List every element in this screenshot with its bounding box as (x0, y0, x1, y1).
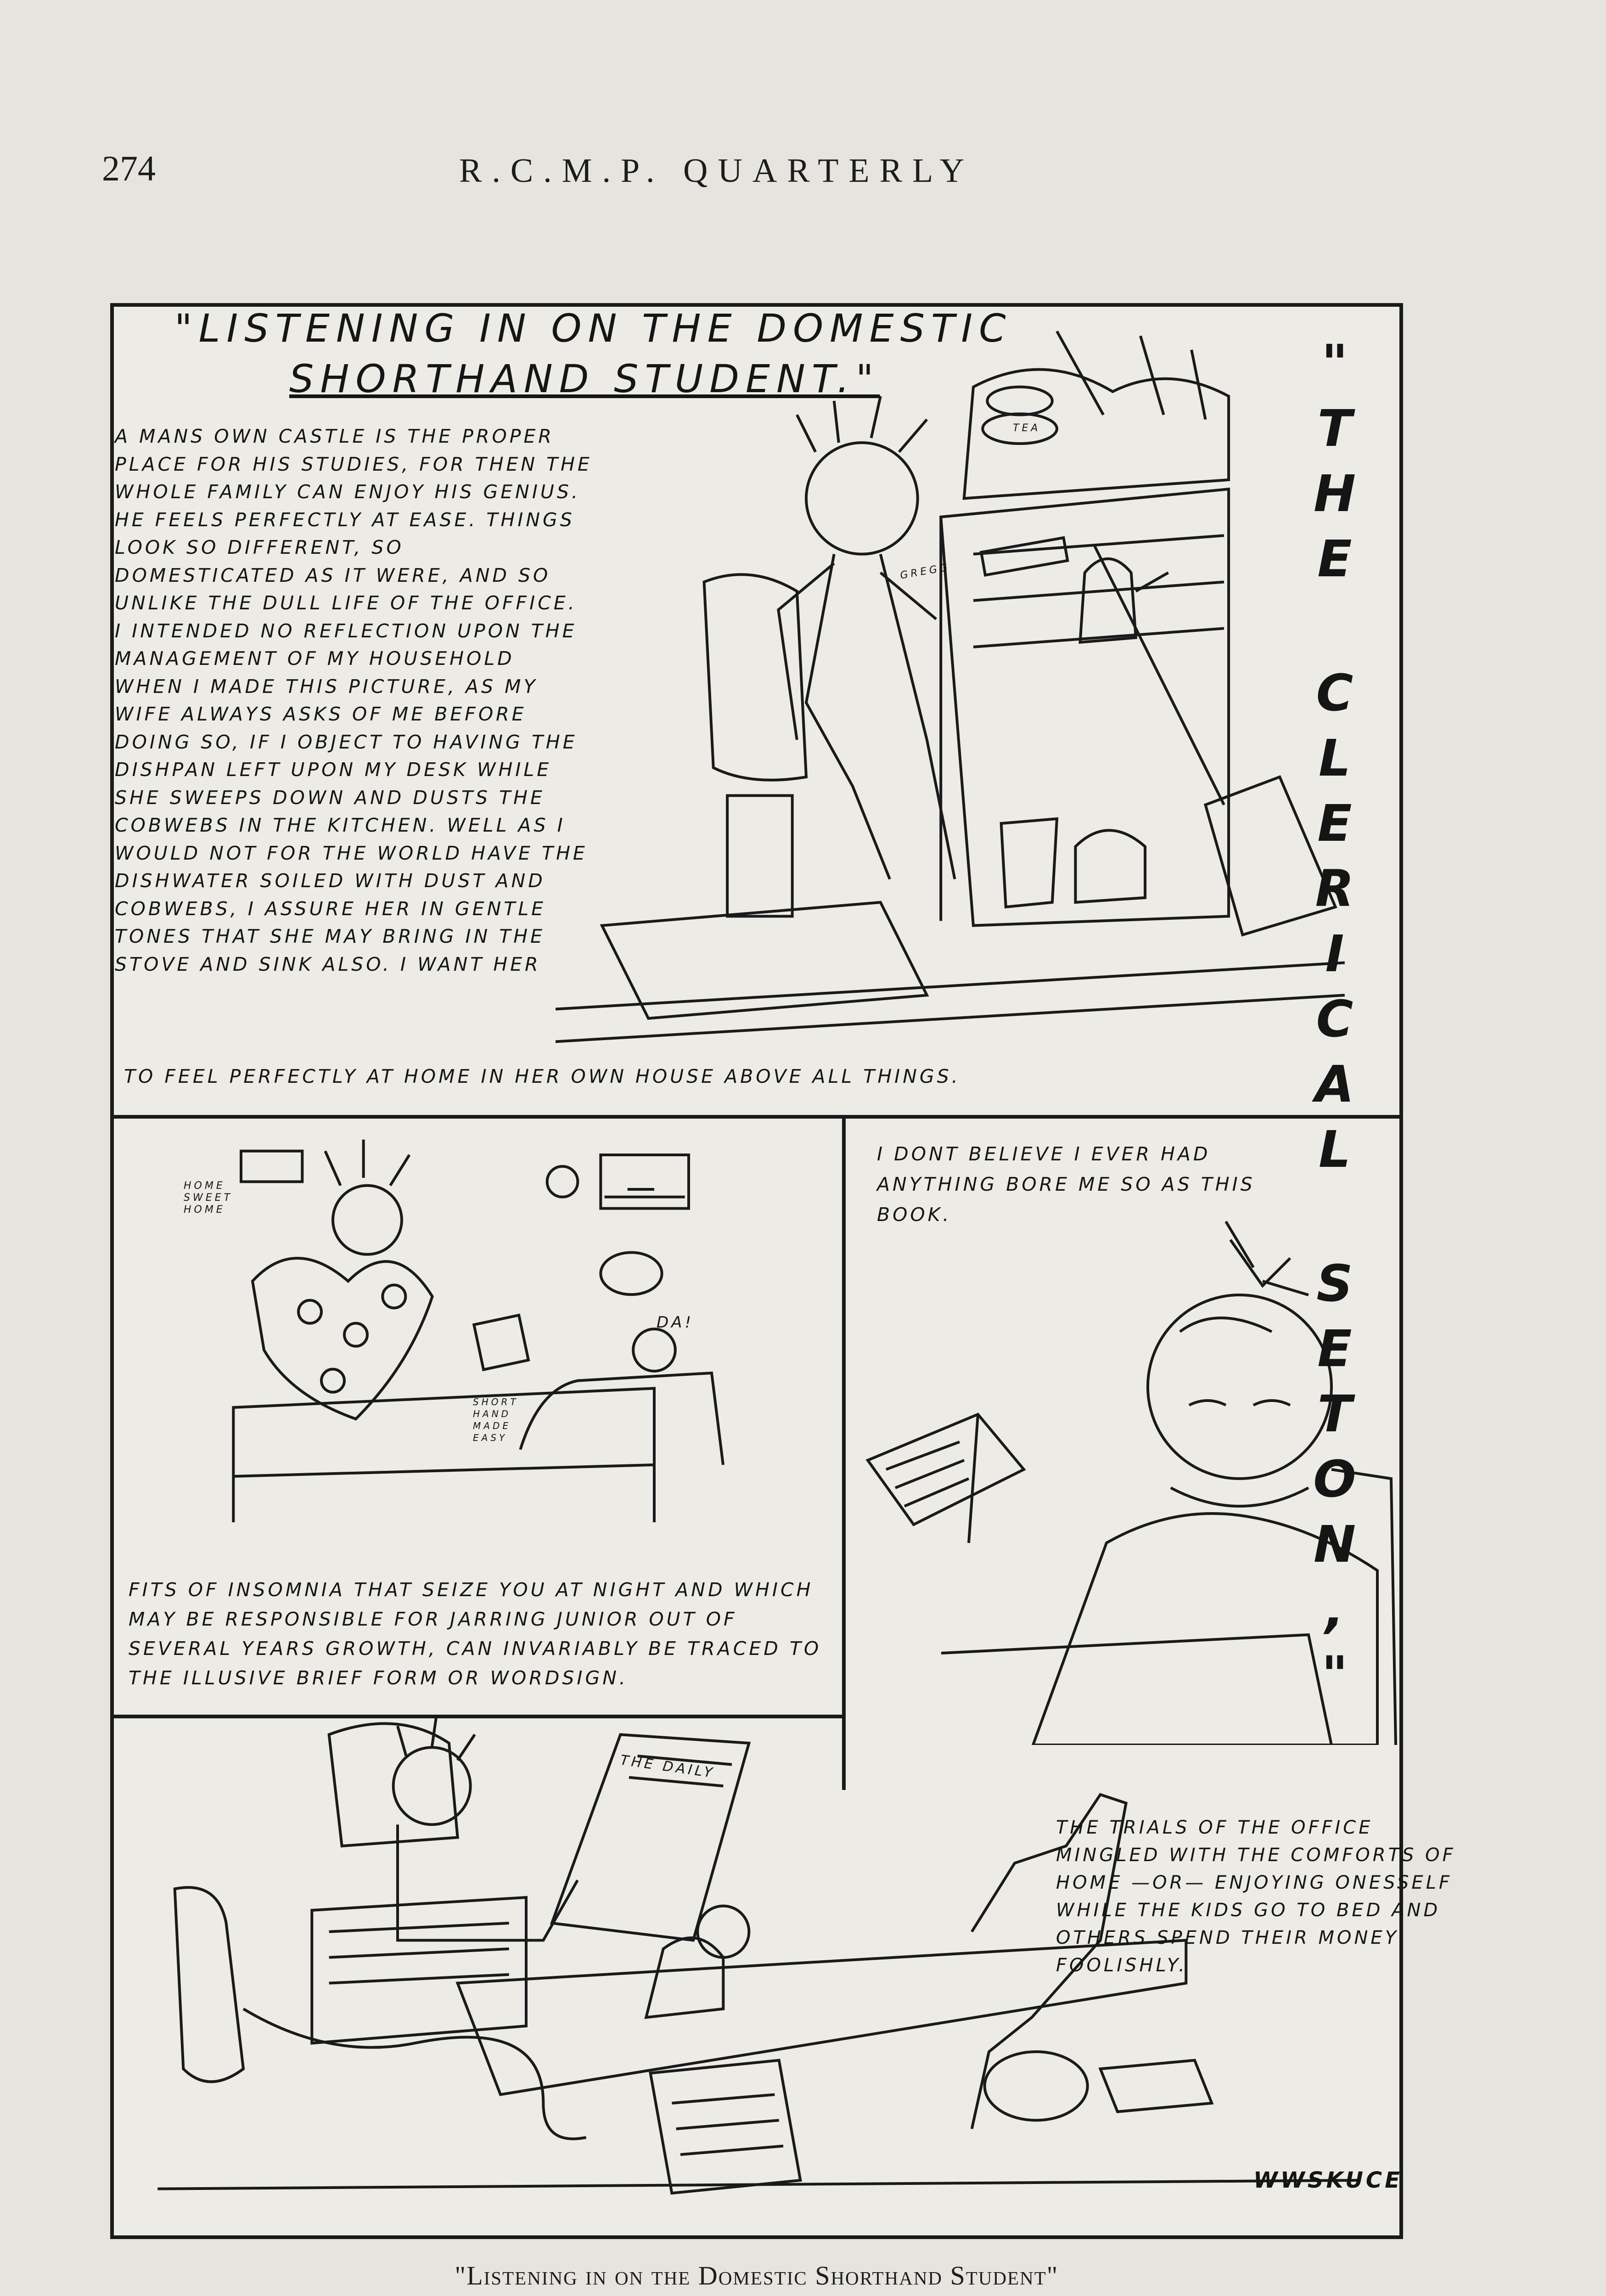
signature-letter: A (1315, 1055, 1357, 1114)
signature-letter: L (1318, 1120, 1354, 1179)
signature-letter: T (1317, 1384, 1355, 1443)
figure-caption-title: "Listening in on the Domestic Shorthand Student" (455, 2261, 1059, 2290)
panel-divider-horizontal-1 (114, 1115, 1399, 1119)
book-on-floor (1101, 2060, 1212, 2112)
tubing (243, 2009, 586, 2139)
cartoon-title (174, 303, 1012, 404)
book-label-gregg: GREGG (899, 561, 951, 582)
signature-letter: C (1316, 990, 1356, 1048)
student-head (806, 443, 918, 554)
signature-letter: N (1313, 1515, 1359, 1574)
signature-letter: I (1325, 924, 1347, 983)
speech-da: DA! (657, 1313, 694, 1332)
light-bulb (547, 1166, 578, 1197)
gregg-book (981, 538, 1067, 575)
panel4-caption: THE TRIALS OF THE OFFICE MINGLED WITH THE COMFORTS OF HOME —OR— ENJOYING ONESSELF WHILE THE KIDS GO TO BED AND OTHERS SPEND THEIR MONEY FOOLISHLY. (1056, 1817, 1456, 1976)
cat-head (697, 1906, 749, 1958)
cartoon-title-line1: "LISTENING IN ON THE DOMESTIC (174, 306, 1012, 351)
signature-letter-stack (1290, 331, 1382, 1707)
panel2-caption: FITS OF INSOMNIA THAT SEIZE YOU AT NIGHT AND WHICH MAY BE RESPONSIBLE FOR JARRING JUNIOR OUT OF SEVERAL YEARS GROWTH, CAN INVARIABLY BE TRACED TO THE ILLUSIVE BRIEF FORM OR WORDSIGN. (129, 1579, 822, 1689)
heater-box (312, 1897, 526, 2043)
junior-head (633, 1329, 675, 1371)
shorthand-book (474, 1315, 528, 1370)
hot-water-bottle (175, 1887, 243, 2082)
sign-home-sweet-home: HOME SWEET HOME (184, 1180, 233, 1216)
bed (233, 1388, 654, 1522)
kettle (1075, 830, 1145, 902)
signature-word-gap (1290, 591, 1382, 660)
artist-signature: WWSKUCE (1253, 2167, 1403, 2193)
panel1-illustration (556, 321, 1391, 1065)
page-number: 274 (102, 148, 156, 188)
signature-letter: S (1316, 1254, 1356, 1313)
home-sweet-home-sign (241, 1151, 302, 1182)
panel1-text-tail: TO FEEL PERFECTLY AT HOME IN HER OWN HOUSE ABOVE ALL THINGS. (124, 1065, 960, 1087)
signature-letter: " (1321, 334, 1351, 393)
signature-letter: " (1321, 1645, 1351, 1704)
speech-bubble (601, 1253, 662, 1295)
book-short-hand-made-easy: SHORT HAND MADE EASY (473, 1396, 519, 1443)
open-book (868, 1414, 1024, 1543)
signature-letter: , (1325, 1580, 1347, 1639)
signature-word-gap (1290, 1182, 1382, 1251)
signature-letter: H (1313, 464, 1359, 523)
signature-letter: R (1315, 859, 1357, 918)
pail (1001, 819, 1057, 907)
insomniac-head (333, 1186, 402, 1255)
signature-letter: E (1317, 794, 1355, 853)
signature-letter: E (1317, 529, 1355, 588)
panel1-text: A MANS OWN CASTLE IS THE PROPER PLACE FOR HIS STUDIES, FOR THEN THE WHOLE FAMILY CAN ENJOY HIS GENIUS. HE FEELS PERFECTLY AT EASE. THINGS LOOK SO DIFFERENT, SO DOMESTICATED AS IT WERE, AND SO UNLIKE THE DULL LIFE OF THE OFFICE. I INTENDED NO REFLECTION UPON THE MANAGEMENT OF MY HOUSEHOLD WHEN I MADE THIS PICTURE, AS MY WIFE ALWAYS ASKS OF ME BEFORE DOING SO, IF I OBJECT TO HAVING THE DISHPAN LEFT UPON MY DESK WHILE SHE SWEEPS DOWN AND DUSTS THE COBWEBS IN THE KITCHEN. WELL AS I WOULD NOT FOR THE WORLD HAVE THE DISHWATER SOILED WITH DUST AND COBWEBS, I ASSURE HER IN GENTLE TONES THAT SHE MAY BRING IN THE STOVE AND SINK ALSO. I WANT HER (115, 425, 592, 975)
newspaper-masthead: THE DAILY (619, 1752, 716, 1782)
student-body (806, 554, 955, 879)
canister-label-tea: TEA (1013, 422, 1041, 434)
teapot (1080, 559, 1168, 642)
signature-letter: C (1316, 664, 1356, 722)
wall-picture (601, 1155, 689, 1209)
signature-vertical (1290, 331, 1382, 1707)
swivel-chair (704, 574, 806, 780)
signature-letter: O (1313, 1450, 1359, 1508)
signature-letter: L (1318, 729, 1354, 788)
cartoon-title-line2: SHORTHAND STUDENT." (289, 356, 880, 401)
cat-body (646, 1938, 723, 2017)
figure-caption (0, 2255, 1513, 2296)
signature-letter: E (1317, 1319, 1355, 1378)
running-head: R.C.M.P. QUARTERLY (459, 152, 975, 190)
panel3-caption: I DONT BELIEVE I EVER HAD ANYTHING BORE ME SO AS THIS BOOK. (877, 1143, 1255, 1226)
scattered-papers (651, 2060, 801, 2193)
signature-letter: T (1317, 399, 1355, 458)
